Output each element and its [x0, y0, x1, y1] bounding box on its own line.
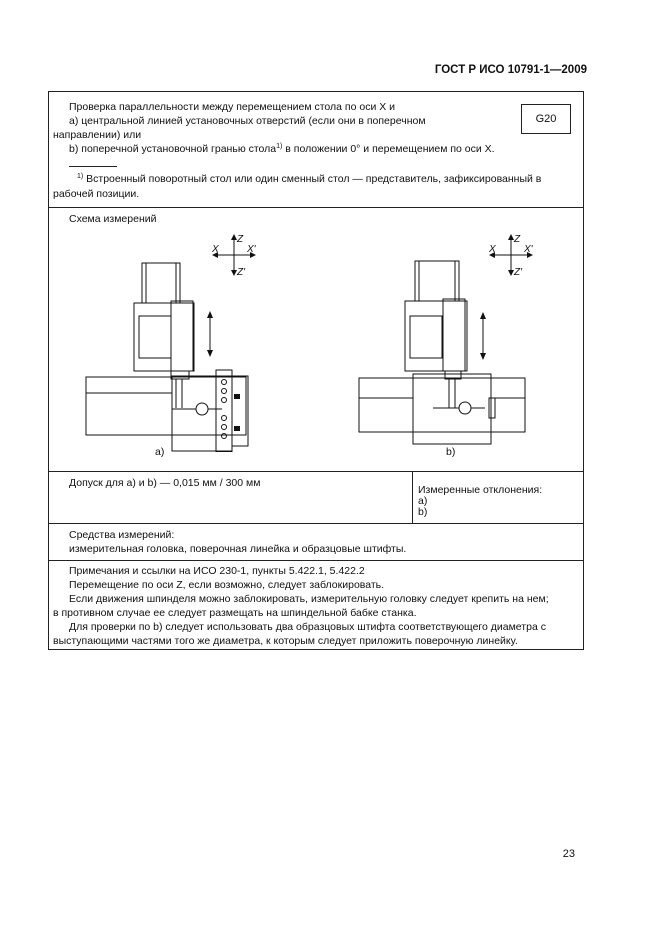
footnote-line-2: рабочей позиции.	[53, 188, 140, 200]
axis-a-z: Z	[237, 234, 244, 245]
footnote-separator	[69, 166, 117, 167]
diagram-label-a: a)	[155, 446, 165, 458]
test-sheet-table	[48, 91, 584, 650]
footnote-ref: 1)	[276, 143, 283, 150]
page-number: 23	[562, 848, 575, 860]
axis-b-xp: X'	[524, 244, 533, 255]
axis-a-x: X	[212, 244, 219, 255]
check-line-4-b: в положении 0° и перемещением по оси X.	[282, 143, 495, 155]
check-line-1: Проверка параллельности между перемещением стола по оси X и	[69, 101, 396, 113]
notes-line-3: Если движения шпинделя можно заблокировать, измерительную головку следует крепить на нем;	[69, 593, 549, 605]
footnote-line-1	[77, 173, 541, 186]
check-line-4-a: b) поперечной установочной гранью стола	[69, 143, 277, 155]
divider	[49, 523, 583, 524]
notes-line-4: в противном случае ее следует размещать на шпиндельной бабке станка.	[53, 607, 417, 619]
notes-line-1: Примечания и ссылки на ИСО 230-1, пункты 5.422.1, 5.422.2	[69, 565, 365, 577]
footnote-text-1: Встроенный поворотный стол или один сменный стол — представитель, зафиксированный в	[83, 173, 542, 185]
notes-line-6: выступающими частями того же диаметра, к которым следует приложить поверочную линейку.	[53, 635, 518, 647]
measured-title: Измеренные отклонения:	[418, 484, 543, 496]
column-divider	[412, 471, 413, 523]
axis-a-zp: Z'	[237, 267, 246, 278]
check-line-4	[69, 143, 495, 156]
axis-b-z: Z	[514, 234, 521, 245]
check-line-2: a) центральной линией установочных отверстий (если они в поперечном	[69, 115, 426, 127]
notes-line-2: Перемещение по оси Z, если возможно, следует заблокировать.	[69, 579, 385, 591]
footnote-mark: 1)	[77, 173, 84, 180]
divider	[49, 471, 583, 472]
document-header: ГОСТ Р ИСО 10791-1—2009	[434, 64, 587, 76]
check-line-3: направлении) или	[53, 129, 142, 141]
axis-a-xp: X'	[247, 244, 256, 255]
notes-line-5: Для проверки по b) следует использовать два образцовых штифта соответствующего диаметра с	[69, 621, 546, 633]
axis-b-zp: Z'	[514, 267, 523, 278]
measured-b: b)	[418, 506, 428, 518]
tolerance-text: Допуск для a) и b) — 0,015 мм / 300 мм	[69, 477, 261, 489]
divider	[49, 560, 583, 561]
measured-a: a)	[418, 495, 428, 507]
instruments-title: Средства измерений:	[69, 529, 175, 541]
instruments-text: измерительная головка, поверочная линейка и образцовые штифты.	[69, 543, 407, 555]
divider	[49, 207, 583, 208]
check-code-box: G20	[521, 104, 571, 134]
machine-diagram-b	[355, 258, 535, 452]
machine-diagram-a	[84, 258, 274, 452]
diagram-title: Схема измерений	[69, 213, 157, 225]
axis-b-x: X	[489, 244, 496, 255]
diagram-label-b: b)	[446, 446, 456, 458]
